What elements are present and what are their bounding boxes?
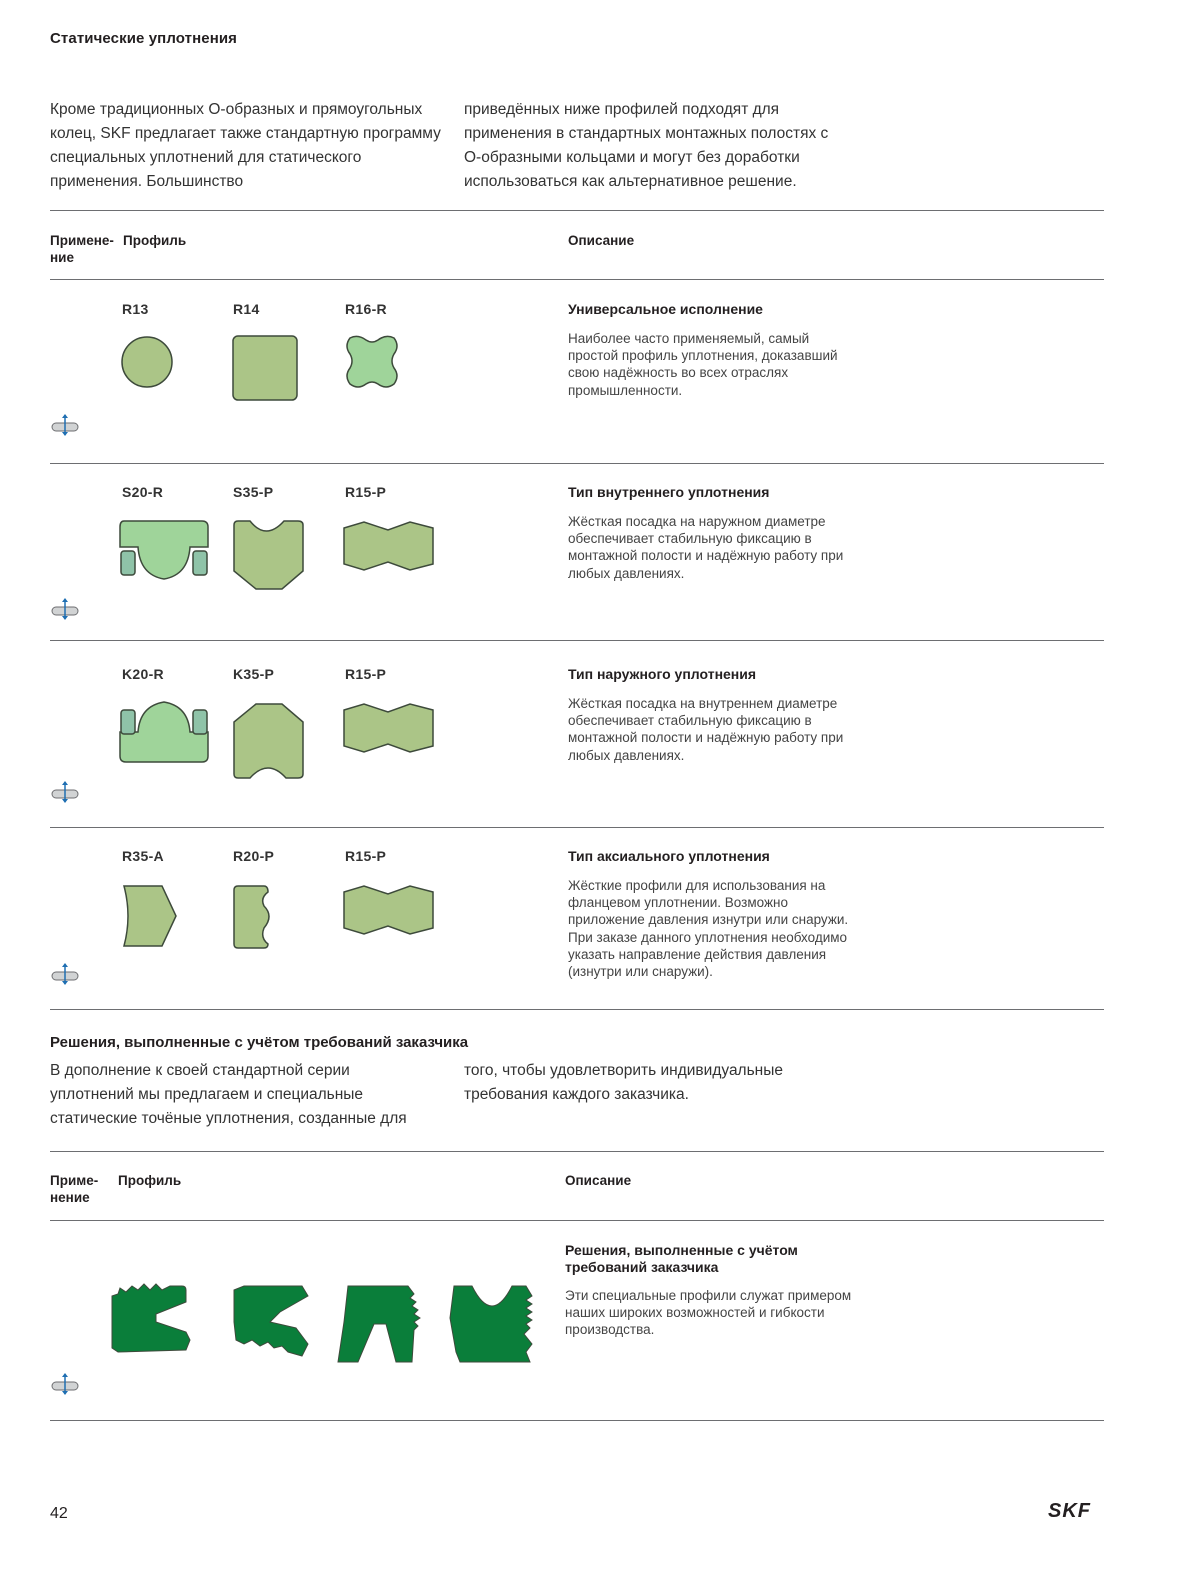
column-header-profile: Профиль xyxy=(118,1173,182,1188)
column-header-application: Приме- нение xyxy=(50,1173,99,1205)
custom-profile-shape xyxy=(446,1282,536,1368)
row-title: Тип внутреннего уплотнения xyxy=(568,484,770,500)
shaft-static-icon xyxy=(50,597,80,621)
table-rule xyxy=(50,640,1104,641)
row-title: Тип аксиального уплотнения xyxy=(568,848,770,864)
profile-k20r-shape xyxy=(116,698,212,766)
table-rule xyxy=(50,1151,1104,1152)
skf-logo: SKF xyxy=(1048,1500,1091,1522)
profile-s35p-shape xyxy=(230,517,308,593)
profile-r15p-shape xyxy=(340,700,438,758)
profile-code: R13 xyxy=(122,301,149,317)
profile-code: K20-R xyxy=(122,666,164,682)
profile-code: R35-A xyxy=(122,848,164,864)
profile-s20r-shape xyxy=(116,517,212,587)
column-header-description: Описание xyxy=(565,1173,632,1188)
column-header-description: Описание xyxy=(568,233,635,248)
profile-r35a-shape xyxy=(118,882,182,952)
row-description: Жёсткие профили для использования на фланцевом уплотнении. Возможно приложение давления изнутри или снаружи. При заказе данного уплотнения необходимо указать направление действия давления (изнутри или снаружи). xyxy=(568,878,849,980)
table-rule xyxy=(50,1009,1104,1010)
section-title: Решения, выполненные с учётом требований заказчика xyxy=(50,1034,469,1051)
profile-r15p-shape xyxy=(340,882,438,940)
profile-code: R14 xyxy=(233,301,260,317)
page-title: Статические уплотнения xyxy=(50,30,238,47)
table-rule xyxy=(50,210,1104,211)
custom-column-1: В дополнение к своей стандартной серии уплотнений мы предлагаем и специальные статические точёные уплотнения, созданные для xyxy=(50,1062,407,1127)
profile-code: K35-P xyxy=(233,666,275,682)
intro-column-2: приведённых ниже профилей подходят для применения в стандартных монтажных полостях с О-образными кольцами и могут без доработки использоваться как альтернативное решение. xyxy=(464,101,829,190)
row-title: Тип наружного уплотнения xyxy=(568,666,757,682)
custom-column-2: того, чтобы удовлетворить индивидуальные требования каждого заказчика. xyxy=(464,1062,783,1103)
profile-k35p-shape xyxy=(230,700,308,784)
table-rule xyxy=(50,827,1104,828)
profile-code: R15-P xyxy=(345,484,387,500)
shaft-static-icon xyxy=(50,962,80,986)
shaft-static-icon xyxy=(50,780,80,804)
profile-code: S20-R xyxy=(122,484,164,500)
row-title: Универсальное исполнение xyxy=(568,301,763,317)
table-rule xyxy=(50,463,1104,464)
row-description: Жёсткая посадка на внутреннем диаметре обеспечивает стабильную фиксацию в монтажной полости и надёжную работу при любых давлениях. xyxy=(568,696,844,763)
profile-code: S35-P xyxy=(233,484,274,500)
shaft-static-icon xyxy=(50,413,80,437)
profile-r15p-shape xyxy=(340,518,438,576)
profile-r20p-shape xyxy=(230,882,280,954)
profile-code: R20-P xyxy=(233,848,275,864)
row-description: Жёсткая посадка на наружном диаметре обеспечивает стабильную фиксацию в монтажной полости и надёжную работу при любых давлениях. xyxy=(568,514,844,581)
page-number: 42 xyxy=(50,1505,68,1522)
profile-code: R15-P xyxy=(345,848,387,864)
profile-r14-shape xyxy=(230,334,302,406)
profile-r16r-shape xyxy=(340,330,404,394)
table-rule xyxy=(50,279,1104,280)
table-rule xyxy=(50,1420,1104,1421)
row-description: Наиболее часто применяемый, самый простой профиль уплотнения, доказавший свою надёжность во всех отраслях промышленности. xyxy=(568,331,838,398)
shaft-static-icon xyxy=(50,1372,80,1396)
custom-profile-shape xyxy=(108,1282,194,1358)
column-header-application: Примене- ние xyxy=(50,233,114,265)
intro-column-1: Кроме традиционных О-образных и прямоугольных колец, SKF предлагает также стандартную программу специальных уплотнений для статического применения. Большинство xyxy=(50,101,441,190)
custom-profile-shape xyxy=(230,1282,316,1362)
table-rule xyxy=(50,1220,1104,1221)
row-description: Эти специальные профили служат примером наших широких возможностей и гибкости производства. xyxy=(565,1288,852,1338)
column-header-profile: Профиль xyxy=(123,233,187,248)
row-title: Решения, выполненные с учётом требований заказчика xyxy=(565,1242,798,1275)
profile-code: R15-P xyxy=(345,666,387,682)
profile-code: R16-R xyxy=(345,301,387,317)
custom-profile-shape xyxy=(334,1282,424,1368)
profile-r13-shape xyxy=(118,334,178,394)
